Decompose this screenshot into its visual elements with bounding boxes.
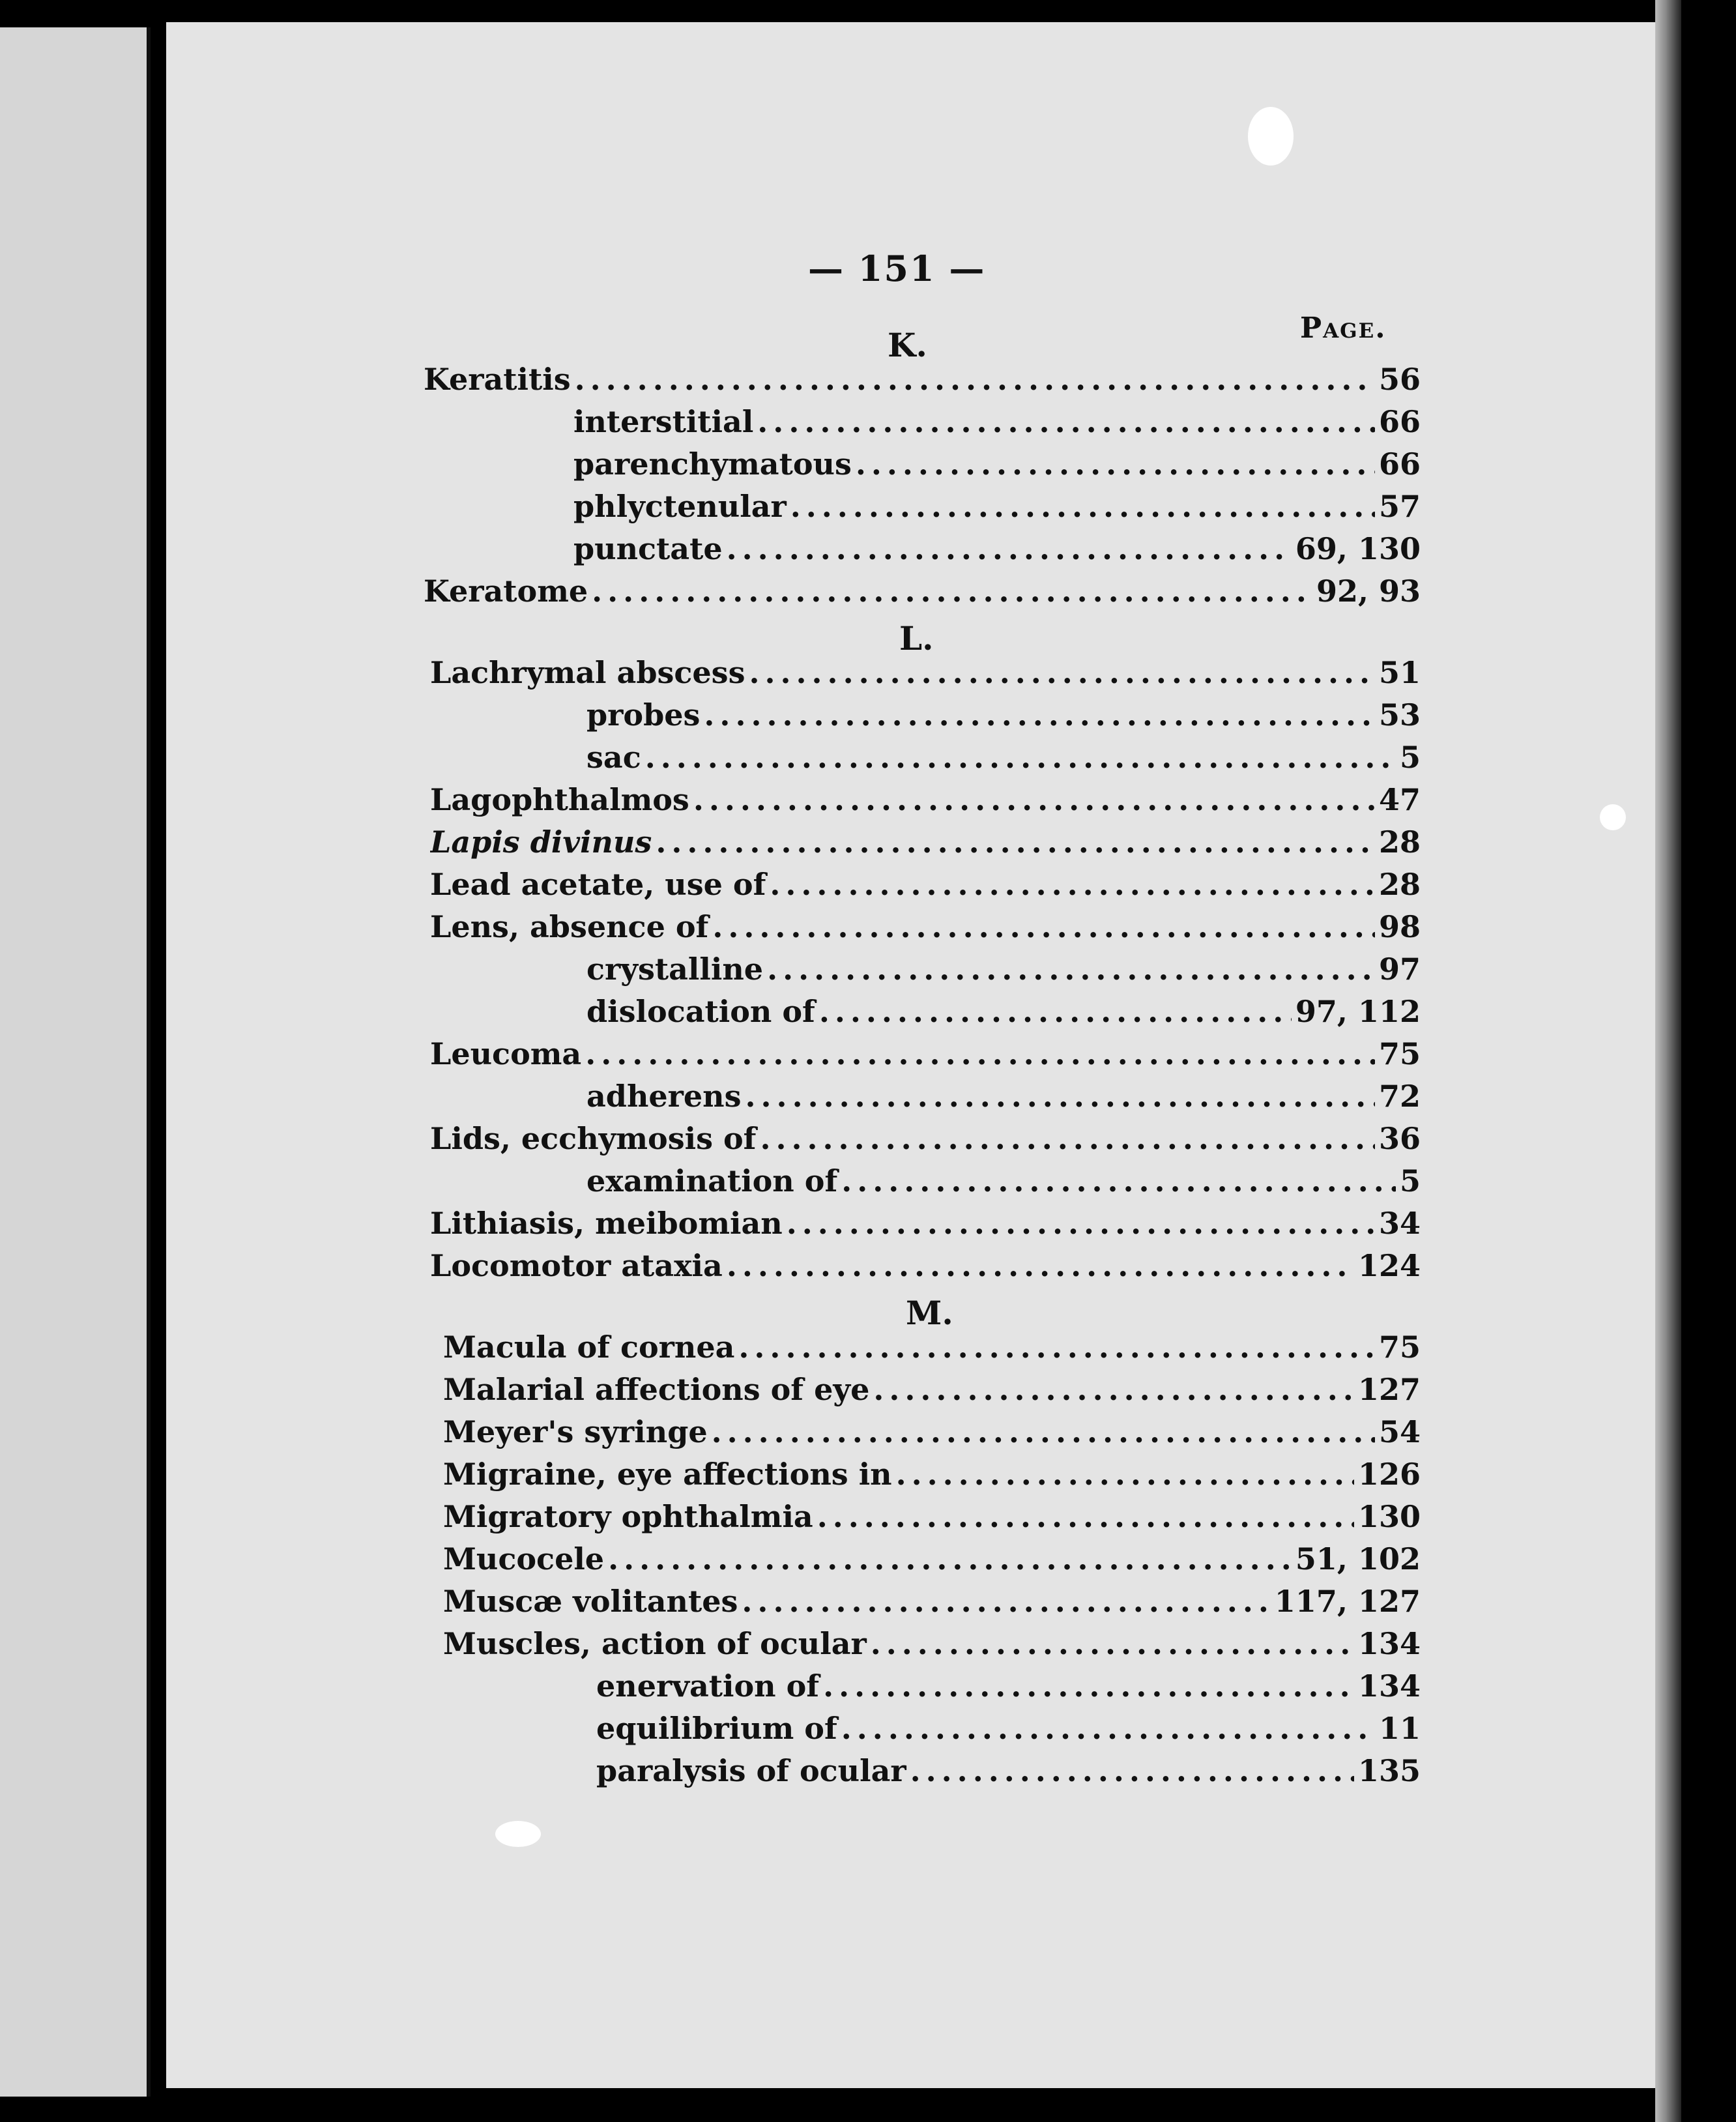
dot-leader (712, 909, 1375, 944)
index-entry (443, 1372, 1421, 1414)
dot-leader (575, 362, 1375, 397)
index-term: parenchymatous (573, 446, 852, 482)
dot-leader (790, 489, 1375, 524)
index-entry (586, 1079, 1421, 1120)
index-term: Lead acetate, use of (430, 867, 766, 902)
index-entry (586, 952, 1421, 993)
page-reference: 66 (1378, 446, 1421, 482)
page-column-label: Page. (1300, 312, 1387, 345)
index-entry (430, 655, 1421, 697)
dot-leader (693, 782, 1375, 817)
index-entry (443, 1584, 1421, 1625)
dot-leader (749, 655, 1375, 690)
index-entry (443, 1457, 1421, 1498)
dot-leader (712, 1414, 1375, 1449)
index-term: phlyctenular (573, 489, 787, 524)
index-entry (573, 404, 1421, 446)
dot-leader (656, 824, 1375, 860)
index-term: paralysis of ocular (596, 1753, 906, 1788)
dot-leader (819, 994, 1292, 1029)
page-reference: 5 (1399, 1163, 1421, 1199)
index-term: Lagophthalmos (430, 782, 689, 817)
index-entry (596, 1753, 1421, 1795)
section-heading: K. (888, 326, 927, 364)
index-term: Keratome (424, 574, 588, 609)
index-entry (586, 740, 1421, 781)
page-reference: 75 (1378, 1036, 1421, 1071)
index-term: Muscæ volitantes (443, 1584, 738, 1619)
index-entry (430, 867, 1421, 908)
page-reference: 54 (1378, 1414, 1421, 1449)
index-term: Leucoma (430, 1036, 582, 1071)
page-reference: 98 (1378, 909, 1421, 944)
dot-leader (608, 1541, 1292, 1577)
index-entry (430, 824, 1421, 866)
index-term: Lithiasis, meibomian (430, 1206, 783, 1241)
section-heading: M. (906, 1294, 953, 1332)
dot-leader (841, 1711, 1375, 1746)
index-term: Malarial affections of eye (443, 1372, 870, 1407)
dot-leader (704, 697, 1375, 733)
page-reference: 134 (1357, 1626, 1421, 1661)
index-term: Migraine, eye affections in (443, 1457, 892, 1492)
dot-leader (823, 1668, 1354, 1704)
page-reference: 135 (1357, 1753, 1421, 1788)
dot-leader (727, 531, 1292, 566)
index-entry (430, 1248, 1421, 1290)
index-term: Lids, ecchymosis of (430, 1121, 757, 1156)
index-term: Migratory ophthalmia (443, 1499, 813, 1534)
index-entry (443, 1541, 1421, 1583)
page-reference: 134 (1357, 1668, 1421, 1704)
dot-leader (841, 1163, 1396, 1199)
index-term: punctate (573, 531, 723, 566)
dot-leader (817, 1499, 1354, 1534)
index-entry (424, 574, 1421, 615)
index-entry (586, 1163, 1421, 1205)
index-term: examination of (586, 1163, 838, 1199)
dot-leader (760, 1121, 1375, 1156)
dot-leader (856, 446, 1375, 482)
index-entry (443, 1414, 1421, 1456)
page-reference: 66 (1378, 404, 1421, 439)
index-term: probes (586, 697, 701, 733)
index-term: sac (586, 740, 641, 775)
dot-leader (727, 1248, 1354, 1283)
index-entry (586, 994, 1421, 1036)
page-reference: 97, 112 (1295, 994, 1421, 1029)
page-reference: 69, 130 (1295, 531, 1421, 566)
index-entry (430, 1121, 1421, 1163)
index-entry (596, 1668, 1421, 1710)
page-number: — 151 — (808, 248, 986, 289)
index-term: Mucocele (443, 1541, 605, 1577)
index-entry (443, 1626, 1421, 1668)
index-entry (573, 446, 1421, 488)
section-heading: L. (899, 619, 934, 658)
page-reference: 57 (1378, 489, 1421, 524)
page-reference: 56 (1378, 362, 1421, 397)
index-entry (573, 489, 1421, 530)
page-reference: 130 (1357, 1499, 1421, 1534)
index-term: Lapis divinus (430, 824, 652, 860)
index-term: Lens, absence of (430, 909, 709, 944)
dot-leader (592, 574, 1312, 609)
index-entry (443, 1499, 1421, 1541)
right-page-edge (1655, 0, 1681, 2122)
index-entry (573, 531, 1421, 573)
index-term: Muscles, action of ocular (443, 1626, 867, 1661)
page-reference: 51 (1378, 655, 1421, 690)
dot-leader (757, 404, 1375, 439)
index-entry (586, 697, 1421, 739)
paper-smudge (1600, 804, 1626, 830)
page-reference: 124 (1357, 1248, 1421, 1283)
index-term: interstitial (573, 404, 754, 439)
dot-leader (742, 1584, 1271, 1619)
dot-leader (767, 952, 1375, 987)
page-reference: 97 (1378, 952, 1421, 987)
index-entry (430, 782, 1421, 824)
page-reference: 117, 127 (1274, 1584, 1421, 1619)
index-term: crystalline (586, 952, 764, 987)
paper-smudge (1248, 107, 1294, 166)
page-reference: 28 (1378, 824, 1421, 860)
index-term: equilibrium of (596, 1711, 837, 1746)
dot-leader (770, 867, 1375, 902)
page-reference: 36 (1378, 1121, 1421, 1156)
dot-leader (787, 1206, 1375, 1241)
index-entry (596, 1711, 1421, 1752)
dot-leader (896, 1457, 1354, 1492)
dot-leader (910, 1753, 1354, 1788)
page-reference: 92, 93 (1316, 574, 1421, 609)
dot-leader (645, 740, 1396, 775)
index-term: enervation of (596, 1668, 820, 1704)
dot-leader (871, 1626, 1354, 1661)
page-reference: 53 (1378, 697, 1421, 733)
paper-smudge (495, 1821, 541, 1847)
index-entry (430, 1206, 1421, 1247)
page-reference: 75 (1378, 1330, 1421, 1365)
page-reference: 126 (1357, 1457, 1421, 1492)
left-page-edge (0, 27, 151, 2097)
dot-leader (745, 1079, 1375, 1114)
page-reference: 51, 102 (1295, 1541, 1421, 1577)
page-reference: 11 (1378, 1711, 1421, 1746)
page-reference: 5 (1399, 740, 1421, 775)
index-entry (430, 909, 1421, 951)
page-reference: 34 (1378, 1206, 1421, 1241)
dot-leader (585, 1036, 1375, 1071)
index-entry (430, 1036, 1421, 1078)
page-reference: 47 (1378, 782, 1421, 817)
page-reference: 127 (1357, 1372, 1421, 1407)
index-term: adherens (586, 1079, 742, 1114)
index-term: Keratitis (424, 362, 571, 397)
dot-leader (738, 1330, 1375, 1365)
index-term: Locomotor ataxia (430, 1248, 723, 1283)
page-reference: 28 (1378, 867, 1421, 902)
index-term: Lachrymal abscess (430, 655, 745, 690)
dot-leader (873, 1372, 1354, 1407)
page-reference: 72 (1378, 1079, 1421, 1114)
index-entry (424, 362, 1421, 403)
index-term: dislocation of (586, 994, 815, 1029)
index-term: Macula of cornea (443, 1330, 735, 1365)
index-entry (443, 1330, 1421, 1371)
index-term: Meyer's syringe (443, 1414, 708, 1449)
